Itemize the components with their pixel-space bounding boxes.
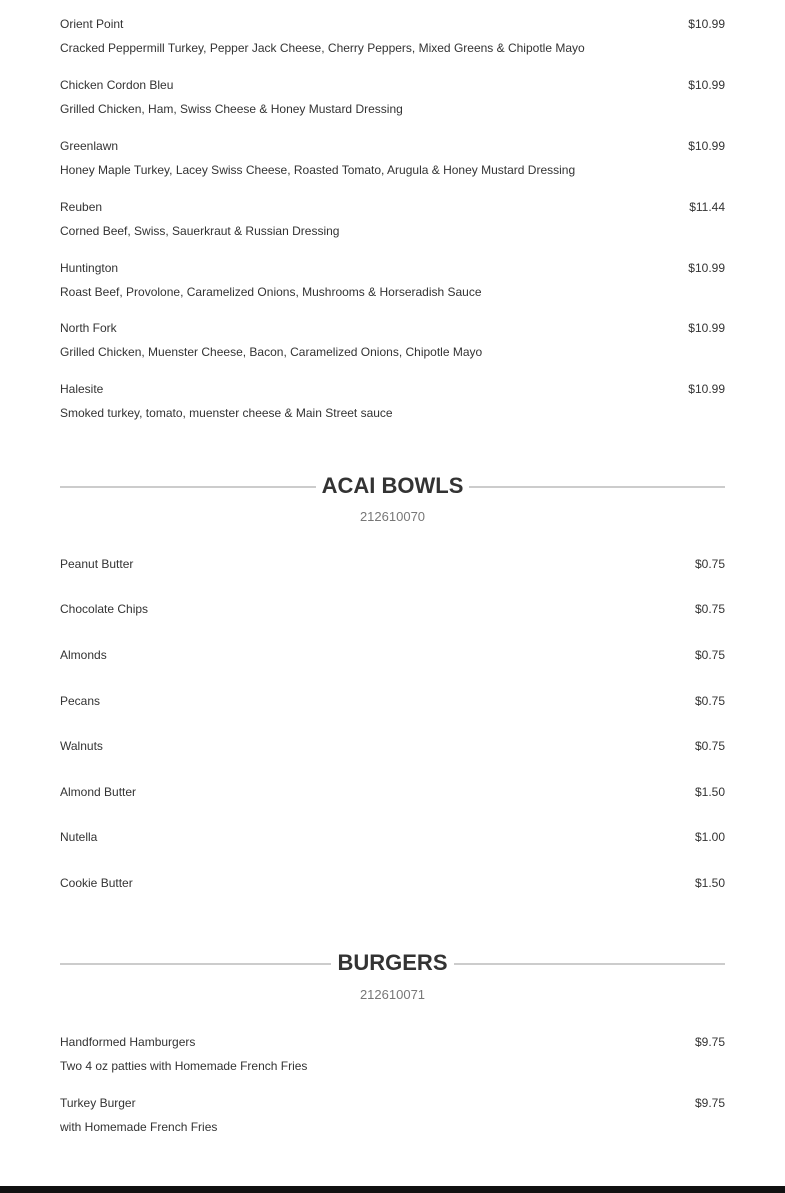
item-price: $0.75: [694, 648, 725, 662]
menu-item-almonds[interactable]: [60, 648, 725, 662]
menu-item-orient-point[interactable]: [60, 17, 725, 55]
item-description: Smoked turkey, tomato, muenster cheese & Main Street sauce: [60, 406, 393, 420]
menu-item-huntington[interactable]: [60, 261, 725, 299]
item-description: Cracked Peppermill Turkey, Pepper Jack Cheese, Cherry Peppers, Mixed Greens & Chipotle Mayo: [60, 41, 585, 55]
item-name: Almond Butter: [60, 785, 137, 799]
item-price: $0.75: [694, 557, 725, 571]
item-name: Walnuts: [60, 739, 103, 753]
item-description: Grilled Chicken, Ham, Swiss Cheese & Honey Mustard Dressing: [60, 102, 403, 116]
item-price: $9.75: [694, 1096, 725, 1110]
item-price: $1.50: [694, 785, 725, 799]
item-description: Roast Beef, Provolone, Caramelized Onions, Mushrooms & Horseradish Sauce: [60, 285, 482, 299]
item-price: $9.75: [694, 1035, 725, 1049]
menu-item-chicken-cordon-bleu[interactable]: [60, 78, 725, 116]
item-name: Reuben: [60, 200, 103, 214]
section-title: ACAI BOWLS: [316, 471, 470, 501]
menu-item-cookie-butter[interactable]: [60, 876, 725, 890]
item-name: Turkey Burger: [60, 1096, 136, 1110]
item-price: $10.99: [688, 17, 725, 31]
menu-item-walnuts[interactable]: [60, 739, 725, 753]
item-name: Almonds: [60, 648, 107, 662]
item-description: with Homemade French Fries: [60, 1120, 218, 1134]
menu-item-peanut-butter[interactable]: [60, 557, 725, 571]
section-title: BURGERS: [331, 948, 453, 978]
item-description: Two 4 oz patties with Homemade French Fries: [60, 1059, 308, 1073]
item-price: $11.44: [689, 200, 725, 214]
footer-bar: [0, 1186, 785, 1193]
menu-item-greenlawn[interactable]: [60, 139, 725, 177]
item-description: Grilled Chicken, Muenster Cheese, Bacon, Caramelized Onions, Chipotle Mayo: [60, 345, 483, 359]
item-price: $10.99: [688, 139, 725, 153]
section-header-acai-bowls: [60, 471, 725, 501]
item-name: Handformed Hamburgers: [60, 1035, 196, 1049]
item-price: $10.99: [688, 321, 725, 335]
item-price: $1.00: [694, 830, 725, 844]
menu-item-chocolate-chips[interactable]: [60, 602, 725, 616]
item-name: Pecans: [60, 694, 101, 708]
item-name: North Fork: [60, 321, 117, 335]
item-price: $1.50: [694, 876, 725, 890]
section-header-burgers: [60, 948, 725, 978]
item-price: $10.99: [688, 382, 725, 396]
menu-item-reuben[interactable]: [60, 200, 725, 238]
menu-item-north-fork[interactable]: [60, 321, 725, 359]
item-name: Halesite: [60, 382, 104, 396]
item-description: Honey Maple Turkey, Lacey Swiss Cheese, Roasted Tomato, Arugula & Honey Mustard Dressing: [60, 163, 576, 177]
item-price: $0.75: [694, 602, 725, 616]
item-price: $0.75: [694, 694, 725, 708]
section-subtitle: 212610071: [359, 987, 426, 1002]
item-name: Orient Point: [60, 17, 124, 31]
item-price: $10.99: [688, 78, 725, 92]
item-name: Peanut Butter: [60, 557, 134, 571]
section-subtitle: 212610070: [359, 509, 426, 524]
item-description: Corned Beef, Swiss, Sauerkraut & Russian Dressing: [60, 224, 340, 238]
item-price: $10.99: [688, 261, 725, 275]
item-name: Chocolate Chips: [60, 602, 149, 616]
item-price: $0.75: [694, 739, 725, 753]
menu-item-pecans[interactable]: [60, 694, 725, 708]
item-name: Chicken Cordon Bleu: [60, 78, 174, 92]
item-name: Greenlawn: [60, 139, 119, 153]
menu-item-almond-butter[interactable]: [60, 785, 725, 799]
menu-item-halesite[interactable]: [60, 382, 725, 420]
item-name: Nutella: [60, 830, 98, 844]
item-name: Cookie Butter: [60, 876, 133, 890]
menu-item-turkey-burger[interactable]: [60, 1096, 725, 1134]
menu-item-nutella[interactable]: [60, 830, 725, 844]
item-name: Huntington: [60, 261, 119, 275]
menu-item-handformed-hamburgers[interactable]: [60, 1035, 725, 1073]
